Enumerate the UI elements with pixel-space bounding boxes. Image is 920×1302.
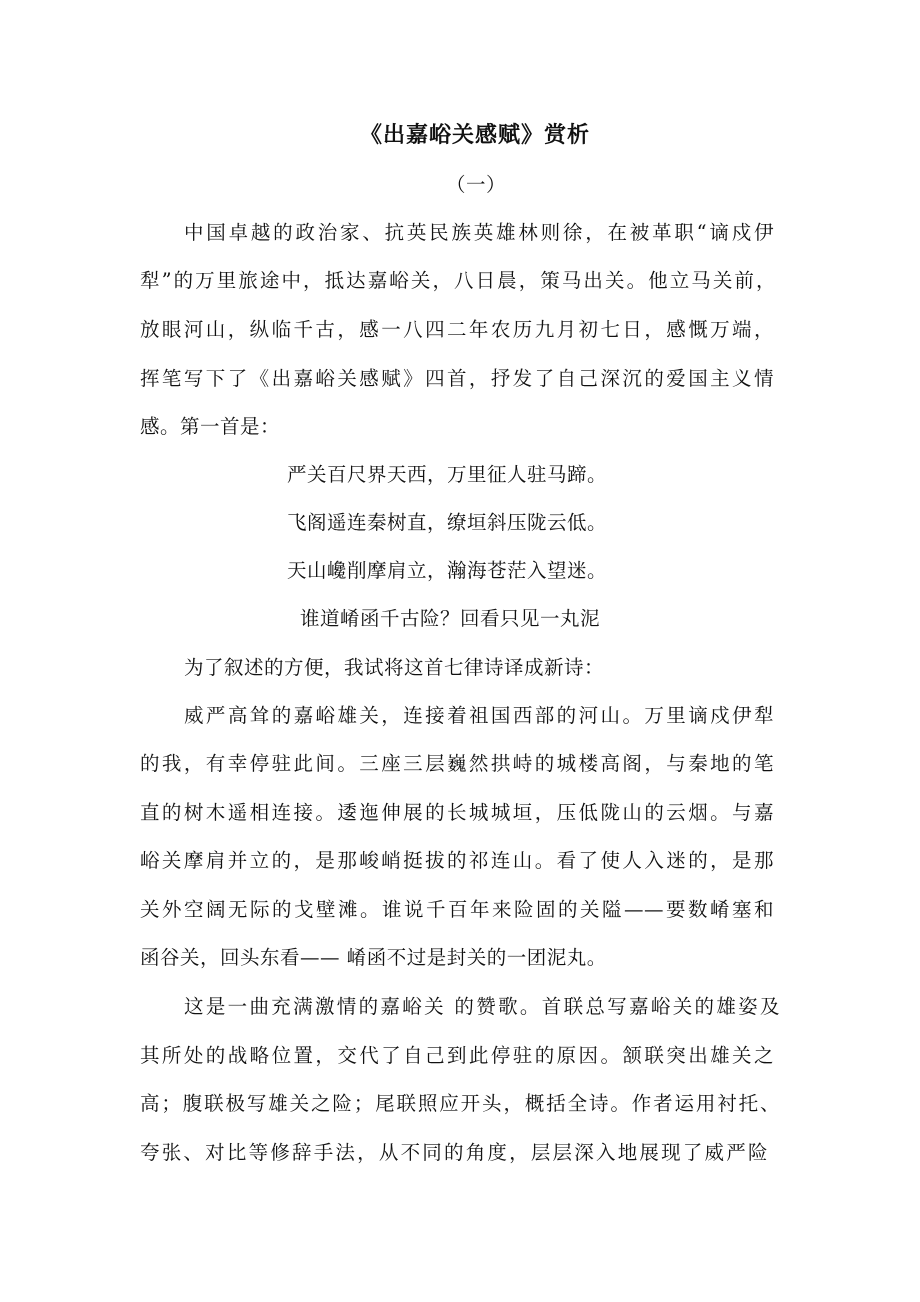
section-number: （一） <box>446 173 507 196</box>
analysis-line: 夸张、对比等修辞手法，从不同的角度，层层深入地展现了威严险 <box>140 1141 768 1164</box>
translation-line: 威严高耸的嘉峪雄关，连接着祖国西部的河山。万里谪戍伊犁 <box>184 704 774 727</box>
translation-line: 函谷关，回头东看—— 崤函不过是封关的一团泥丸。 <box>140 946 607 969</box>
intro-line: 挥笔写下了《出嘉峪关感赋》四首，抒发了自己深沉的爱国主义情 <box>140 367 774 390</box>
poem-line: 严关百尺界天西，万里征人驻马蹄。 <box>287 463 608 486</box>
intro-line: 感。第一首是： <box>140 415 281 438</box>
poem-line: 谁道崤函千古险？回看只见一丸泥 <box>300 607 601 630</box>
page-title: 《出嘉峪关感赋》赏析 <box>360 122 591 148</box>
translation-line: 的我，有幸停驻此间。三座三层巍然拱峙的城楼高阁，与秦地的笔 <box>140 752 774 775</box>
intro-line: 中国卓越的政治家、抗英民族英雄林则徐，在被革职“谪戍伊 <box>184 221 774 244</box>
analysis-line: 其所处的战略位置，交代了自己到此停驻的原因。颔联突出雄关之 <box>140 1044 774 1067</box>
poem-line: 天山巉削摩肩立，瀚海苍茫入望迷。 <box>287 559 608 582</box>
intro-line: 放眼河山，纵临千古，感一八四二年农历九月初七日，感慨万端， <box>140 318 774 341</box>
poem-line: 飞阁遥连秦树直，缭垣斜压陇云低。 <box>287 511 608 534</box>
analysis-line: 这是一曲充满激情的嘉峪关 的赞歌。首联总写嘉峪关的雄姿及 <box>184 995 780 1018</box>
analysis-line: 高；腹联极写雄关之险；尾联照应开头，概括全诗。作者运用衬托、 <box>140 1092 780 1115</box>
translation-line: 峪关摩肩并立的，是那峻峭挺拔的祁连山。看了使人入迷的，是那 <box>140 849 774 872</box>
translation-line: 关外空阔无际的戈壁滩。谁说千百年来险固的关隘——要数崤塞和 <box>140 898 774 921</box>
translation-intro: 为了叙述的方便，我试将这首七律诗译成新诗： <box>184 656 605 679</box>
translation-line: 直的树木遥相连接。逶迤伸展的长城城垣，压低陇山的云烟。与嘉 <box>140 801 774 824</box>
intro-line: 犁”的万里旅途中，抵达嘉峪关，八日晨，策马出关。他立马关前， <box>140 269 776 292</box>
